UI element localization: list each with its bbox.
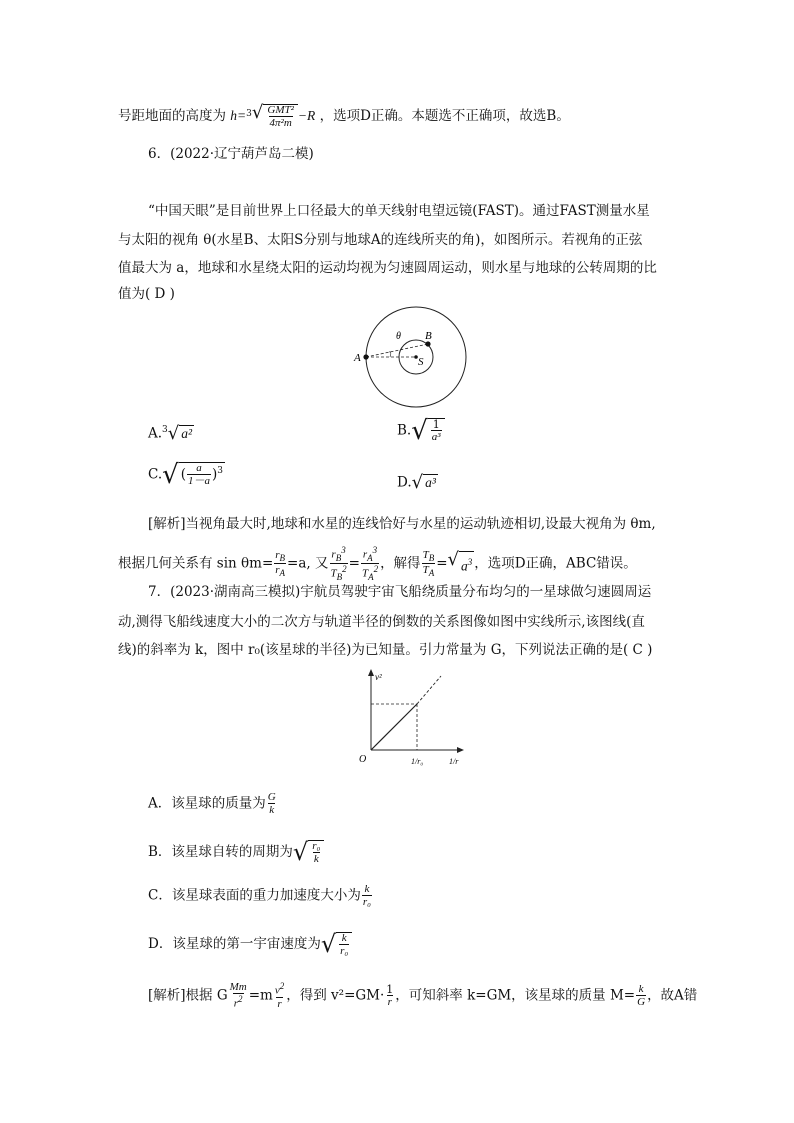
q7-stem-line3: 线)的斜率为 k，图中 r₀(该星球的半径)为已知量。引力常量为 G，下列说法正确的是( C ) bbox=[118, 642, 653, 658]
label-theta: θ bbox=[396, 331, 401, 342]
q7-header: 7．(2023·湖南高三模拟)宇航员驾驶宇宙飞船绕质量分布均匀的一星球做匀速圆周运 bbox=[148, 584, 652, 600]
q7-analysis: [解析]根据 G $\frac{Mm}{r^2}$ =m $\frac{v^2}{r}$ ，得到 v²=GM· $\frac{1}{r}$ ，可知斜率 k=GM，该星球的质量 M= $\frac{k}{G}$ ，故A错 bbox=[148, 981, 698, 1010]
q6-option-D: D. √ a³ bbox=[397, 472, 436, 493]
q6-stem-line1: “中国天眼”是目前世界上口径最大的单天线射电望远镜(FAST)。通过FAST测量水星 bbox=[148, 203, 650, 219]
q6-option-A: A. 3 √ a² bbox=[148, 423, 193, 444]
dashed-extension bbox=[417, 676, 441, 704]
label-A: A bbox=[354, 352, 361, 364]
answer-continuation-line: 号距地面的高度为 h= 3 √ $\frac{\text{GMT²}}{\text{4π²m}}$ −R ，选项D正确。本题选不正确项，故选B。 bbox=[118, 102, 570, 129]
q6-option-B: B. √ $\frac{1}{\text{a³}}$ bbox=[397, 418, 445, 444]
solid-line bbox=[371, 704, 417, 750]
y-axis-arrow bbox=[368, 669, 374, 676]
label-S: S bbox=[418, 356, 424, 368]
earth-point bbox=[363, 354, 368, 359]
mercury-point bbox=[425, 341, 430, 346]
q7-option-C: C．该星球表面的重力加速度大小为 $\frac{k}{\text{r₀}}$ bbox=[148, 883, 371, 908]
q7-option-D: D．该星球的第一宇宙速度为 √ $\frac{k}{\text{r₀}}$ bbox=[148, 932, 352, 957]
q6-stem-line3: 值最大为 a，地球和水星绕太阳的运动均视为匀速圆周运动，则水星与地球的公转周期的比 bbox=[118, 260, 657, 276]
cube-root-expression: 3 √ $\frac{\text{GMT²}}{\text{4π²m}}$ bbox=[246, 104, 298, 129]
q6-analysis-line1: [解析]当视角最大时,地球和水星的连线恰好与水星的运动轨迹相切,设最大视角为 θm, bbox=[148, 516, 656, 532]
origin-label: O bbox=[359, 754, 367, 765]
orbit-figure bbox=[350, 305, 480, 410]
label-B: B bbox=[425, 330, 432, 342]
q7-stem-line2: 动,测得飞船线速度大小的二次方与轨道半径的倒数的关系图像如图中实线所示,该图线(直 bbox=[118, 614, 645, 630]
q6-option-C: C. √ ( $\frac{a}{1-a}$ )$^3$ bbox=[148, 460, 224, 490]
x-axis-arrow bbox=[457, 747, 464, 753]
theta-arc bbox=[389, 352, 391, 357]
q6-analysis-line2: 根据几何关系有 sin θm= $\frac{r_B}{r_A}$ =a, 又 $\frac{r_B^3}{T_B^2}$ = $\frac{r_A^3}{T_A^2}$ ，解得 $\frac{T_B}{T_A}$ = √ $a^3$ ，选项D正确，ABC错误。 bbox=[118, 545, 637, 582]
q6-header: 6．(2022·辽宁葫芦岛二模) bbox=[148, 146, 314, 162]
height-formula-lhs: h= bbox=[230, 108, 247, 123]
tick-label-1-r0: 1/r₀ bbox=[411, 757, 424, 766]
q7-option-A: A．该星球的质量为 $\frac{G}{k}$ bbox=[148, 791, 276, 816]
q6-stem-line2: 与太阳的视角 θ(水星B、太阳S分别与地球A的连线所夹的角)，如图所示。若视角的正弦 bbox=[118, 232, 643, 248]
y-label: v² bbox=[375, 672, 382, 682]
x-label: 1/r bbox=[449, 757, 459, 766]
q6-stem-line4: 值为( D ) bbox=[118, 286, 175, 302]
v2-vs-inverse-r-graph bbox=[355, 668, 470, 778]
q7-option-B: B．该星球自转的周期为 √ $\frac{\text{r₀}}{k}$ bbox=[148, 840, 324, 865]
